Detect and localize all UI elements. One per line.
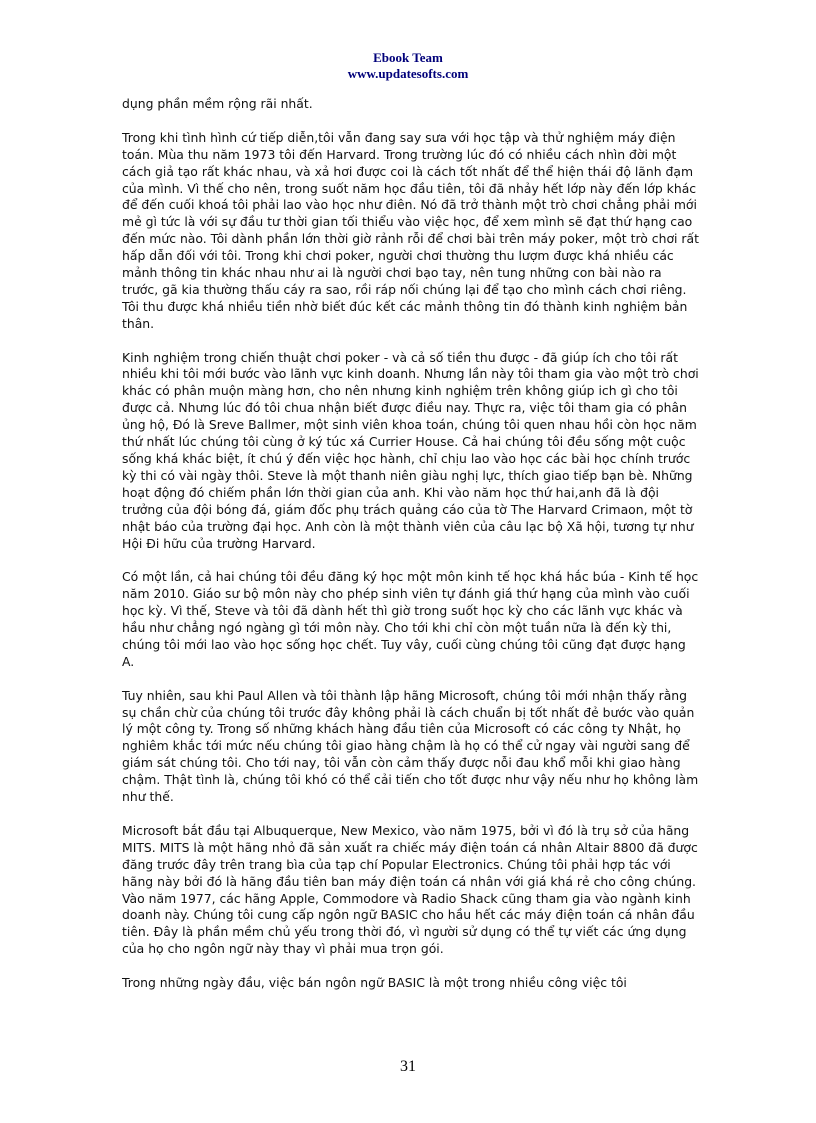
paragraph: dụng phần mềm rộng rãi nhất. — [122, 96, 313, 111]
paragraph: Có một lần, cả hai chúng tôi đều đăng ký học một môn kinh tế học khá hắc búa - Kinh tế học năm 2010. Giáo sư bộ môn này cho phép sinh viên tự đánh giá thứ hạng của mình vào cuối học kỳ. Vì thế, Steve và tôi đã dành hết thì giờ trong suốt học kỳ cho các lãnh vực khác và hầu như chẳng ngó ngàng gì tới môn này. Cho tới khi chỉ còn một tuần nữa là đến kỳ thi, chúng tôi mới lao vào học sống học chết. Tuy vây, cuối cùng chúng tôi cũng đạt được hạng A. — [122, 569, 699, 669]
paragraph: Trong những ngày đầu, việc bán ngôn ngữ BASIC là một trong nhiều công việc tôi — [122, 975, 627, 991]
header-team: Ebook Team — [373, 50, 443, 65]
paragraph: Kinh nghiệm trong chiến thuật chơi poker - và cả số tiền thu được - đã giúp ích cho tôi rất nhiều khi tôi mới bước vào lãnh vực kinh doanh. Nhưng lần này tôi tham gia vào một trò chơi khác có phân muộn màng hơn, cho nên nhưng kinh nghiệm trên không giúp ich gì cho tôi được cả. Nhưng lúc đó tôi chua nhận biết được điều nay. Thực ra, việc tôi tham gia có phân ủng hộ, Đó là Sreve Ballmer, một sinh viên khoa toán, chúng tôi quen nhau hồi còn học năm thứ nhất lúc chúng tôi cùng ở ký túc xá Currier House. Cả hai chúng tôi đều sống một cuộc sống khá khác biệt, ít chú ý đến việc học hành, chỉ chịu lao vào học các bài học chính trước kỳ thi có vài ngày thôi. Steve là một thanh niên giàu nghị lực, thích giao tiếp bạn bè. Những hoạt động đó chiếm phần lớn thời gian của anh. Khi vào năm học thứ hai,anh đã là đội trưởng của đội bóng đá, giám đốc phụ trách quảng cáo của tờ The Harvard Crimaon, một tờ nhật báo của trường đại học. Anh còn là một thành viên của câu lạc bộ Xã hội, tương tự như Hội Đi hữu của trường Harvard. — [122, 349, 699, 551]
body-text — [122, 96, 700, 1009]
header-site: www.updatesofts.com — [347, 66, 469, 81]
page-number: 31 — [400, 1058, 416, 1075]
paragraph: Microsoft bắt đầu tại Albuquerque, New Mexico, vào năm 1975, bởi vì đó là trụ sở của hãng MITS. MITS là một hãng nhỏ đã sản xuất ra chiếc máy điện toán cá nhân Altair 8800 đã được đăng trước đây trên trang bìa của tạp chí Popular Electronics. Chúng tôi phải hợp tác với hãng này bởi đó là hãng đầu tiên ban máy điện toán cá nhân với giá khá rẻ cho công chúng. Vào năm 1977, các hãng Apple, Commodore và Radio Shack cũng tham gia vào ngành kinh doanh này. Chúng tôi cung cấp ngôn ngữ BASIC cho hầu hết các máy điện toán cá nhân đầu tiên. Đây là phần mềm chủ yếu trong thời đó, vì người sử dụng có thể tự viết các ứng dụng của họ cho ngôn ngữ này thay vì phải mua trọn gói. — [122, 822, 698, 957]
paragraph: Tuy nhiên, sau khi Paul Allen và tôi thành lập hãng Microsoft, chúng tôi mới nhận thấy rằng sụ chần chừ của chúng tôi trước đây không phải là cách chuẩn bị tốt nhất đẻ bước vào quản lý một công ty. Trong số những khách hàng đầu tiên của Microsoft có các công ty Nhật, họ nghiêm khắc tới mức nếu chúng tôi giao hàng chậm là họ có thể cử ngay vài người sang để giám sát chúng tôi. Cho tới nay, tôi vẫn còn cảm thấy được nỗi đau khổ mỗi khi giao hàng chậm. Thật tình là, chúng tôi khó có thể cải tiến cho tốt được như vậy nếu như họ không làm như thế. — [122, 687, 699, 805]
paragraph: Trong khi tình hình cứ tiếp diễn,tôi vẫn đang say sưa với học tập và thử nghiệm máy điện toán. Mùa thu năm 1973 tôi đến Harvard. Trong trường lúc đó có nhiều cách nhìn đời một cách giả tạo rất khác nhau, và xả hơi được coi là cách tốt nhất để thể hiện thái độ lãnh đạm của mình. Vì thế cho nên, trong suốt năm học đầu tiên, tôi đã nhảy hết lớp này đến lớp khác để đến cuối khoá tôi phải lao vào học như điên. Nó đã trở thành một trò chơi chẳng phải mới mẻ gì tức là với sự đầu tư thời gian tối thiểu vào việc học, để xem mình sẽ đạt thứ hạng cao đến mức nào. Tôi dành phần lớn thời giờ rảnh rỗi để chơi bài trên máy poker, một trò chơi rất hấp dẫn đối với tôi. Trong khi chơi poker, người chơi thường thu lượm được khá nhiều các mảnh thông tin khác nhau như ai là người chơi bạo tay, nên tung những con bài nào ra trước, gã kia thường thấu cáy ra sao, rồi ráp nối chúng lại để tạo cho mình cách chơi riêng. Tôi thu được khá nhiều tiền nhờ biết đúc kết các mảnh thông tin đó thành kinh nghiệm bản thân. — [122, 129, 699, 331]
